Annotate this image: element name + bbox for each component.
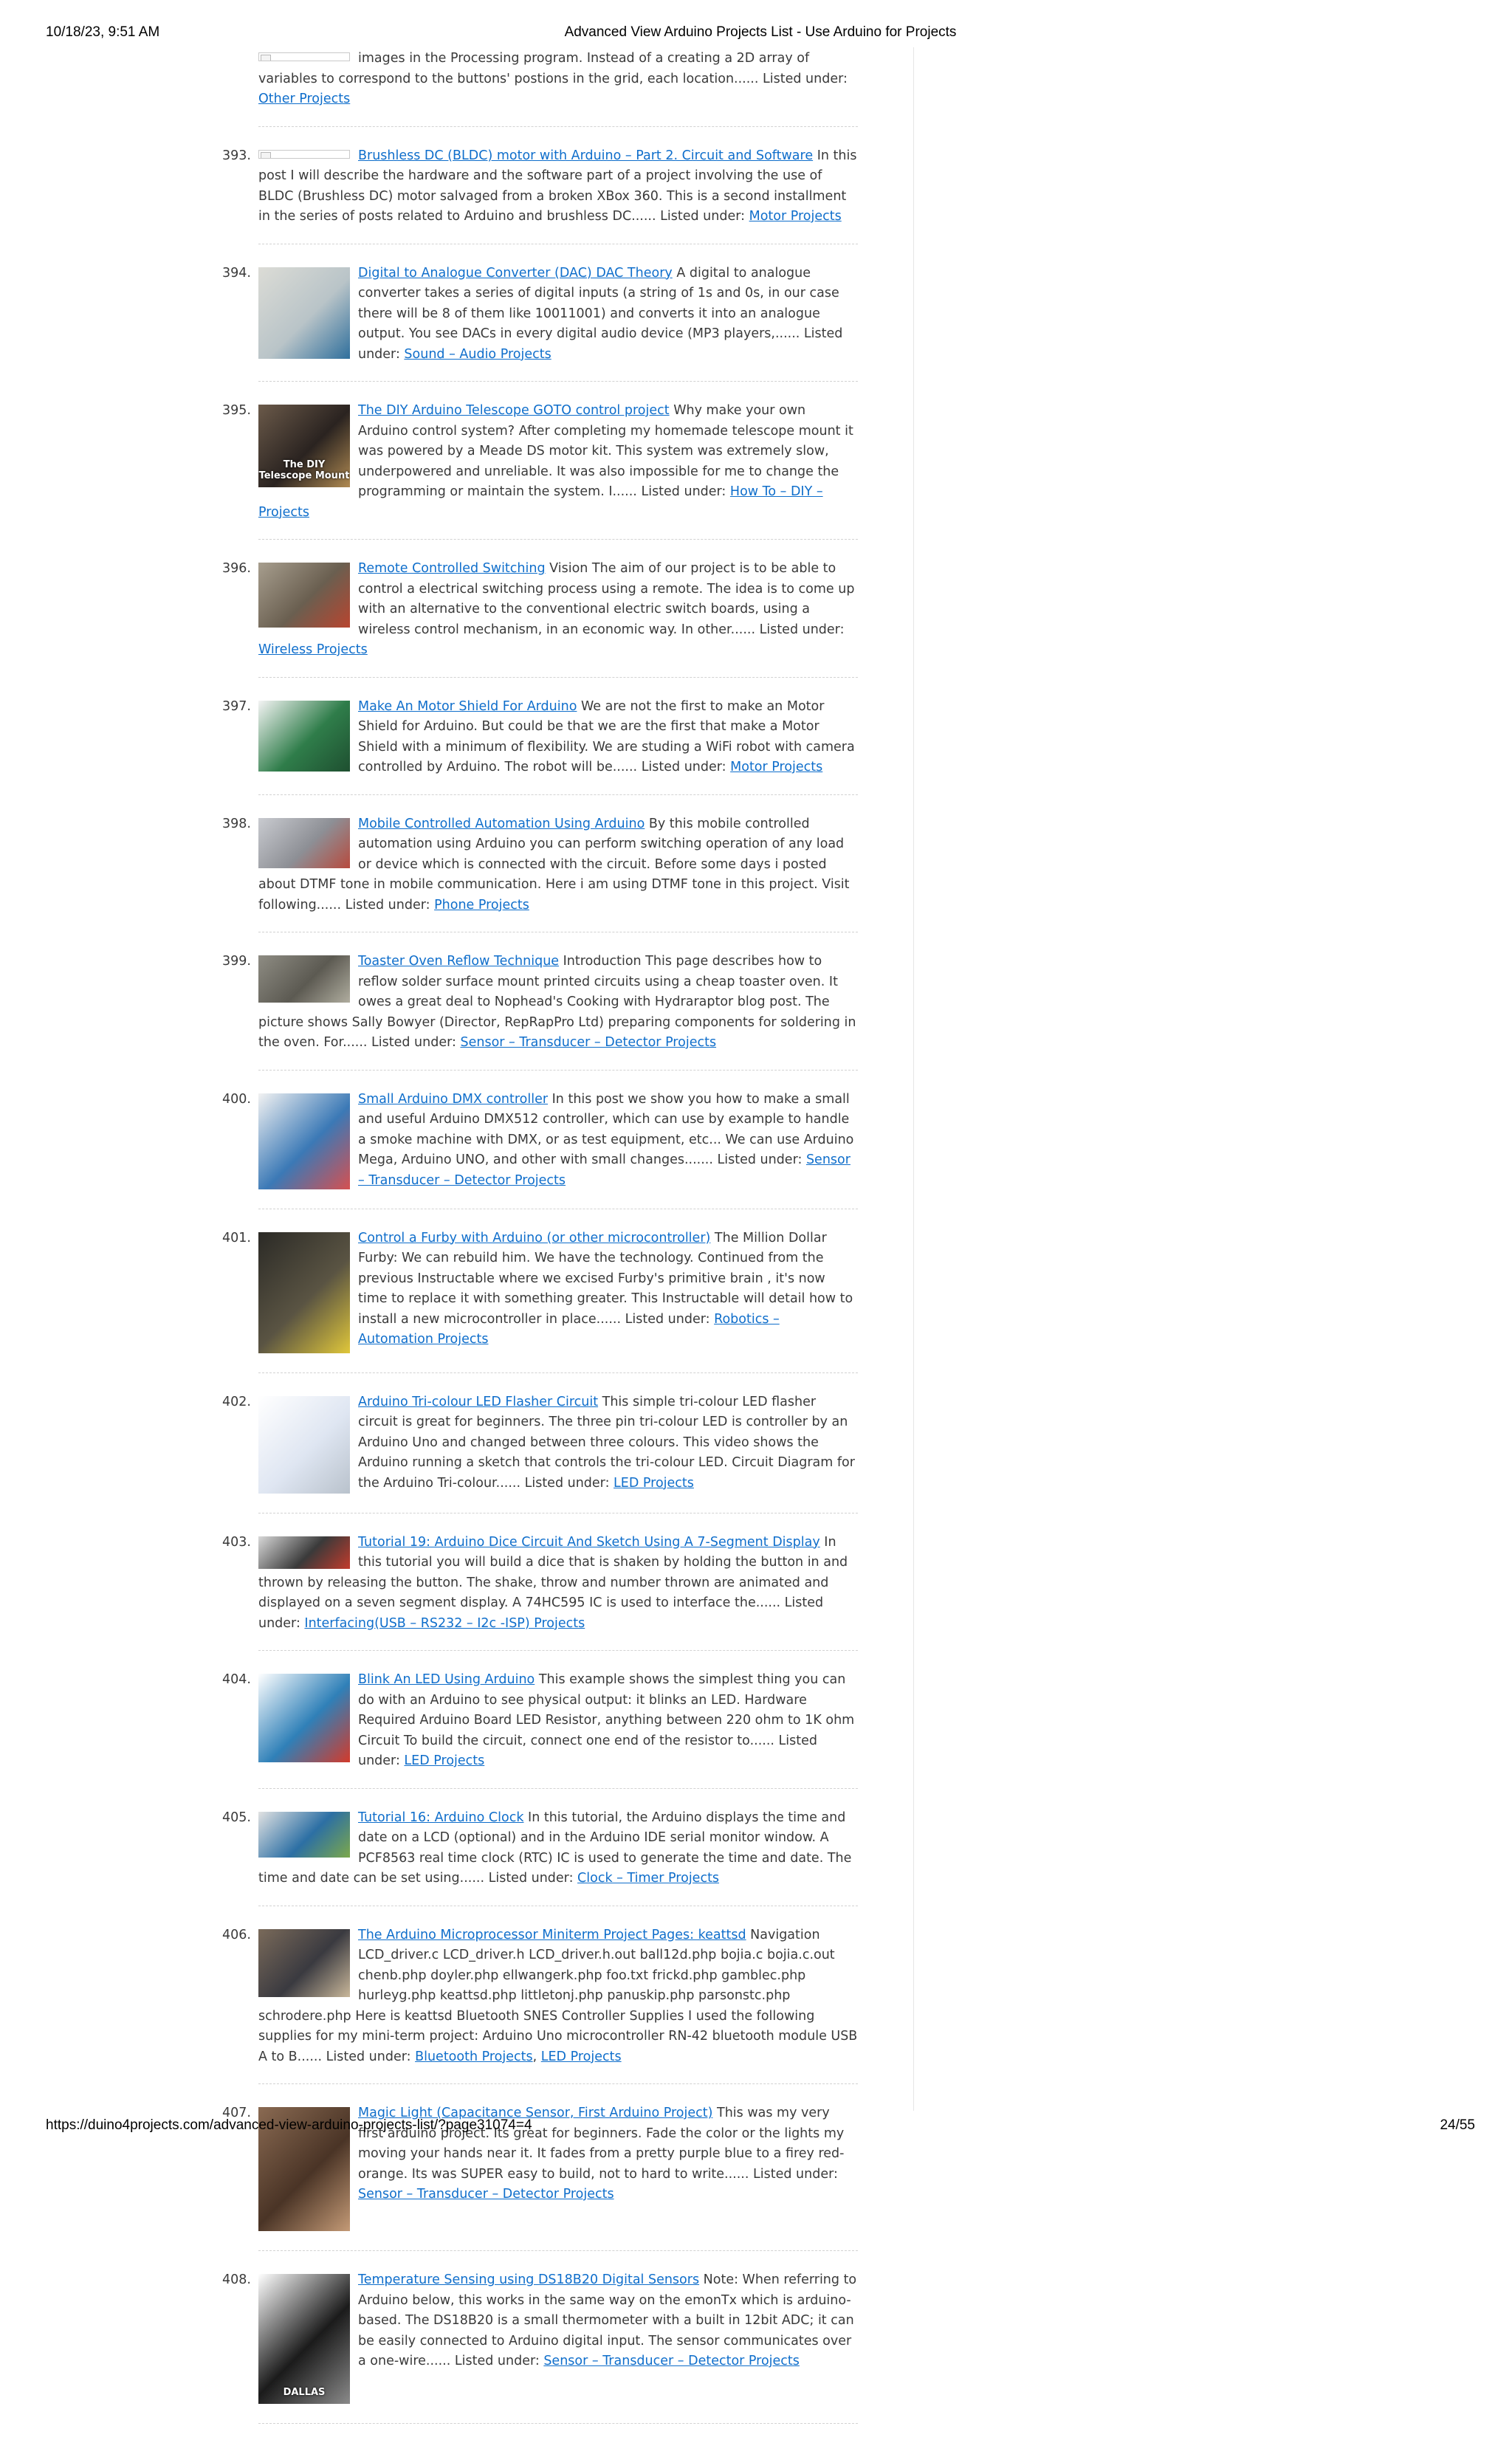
project-description: By this mobile controlled automation using Arduino you can perform switching operation of any load or device which is connected with the circuit. Before some days i posted about DTMF tone in mobile communication. Here i am using DTMF tone in this project. Visit following...... [258,816,850,913]
project-entry [222,1392,858,1513]
project-description: The Million Dollar Furby: We can rebuild him. We have the technology. Continued from the previous Instructable where we excised Furby's primitive brain , it's now time to replace it with something greater. This Instructable will detail how to install a new microcontroller in place...... [358,1230,853,1327]
category-link[interactable]: Robotics – Automation Projects [358,1311,780,1347]
entry-number: 405. [222,1810,251,1825]
print-page-number: 24/55 [1440,2117,1475,2133]
print-page-title: Advanced View Arduino Projects List - Use Arduino for Projects [564,24,957,40]
project-title-link[interactable]: Brushless DC (BLDC) motor with Arduino – Part 2. Circuit and Software [358,148,814,163]
entry-number: 396. [222,561,251,576]
project-description: This simple tri-colour LED flasher circuit is great for beginners. The three pin tri-colour LED is controller by an Arduino Uno and changed between three colours. This video shows the Arduino running a sketch that controls the tri-colour LED. Circuit Diagram for the Arduino Tri-colour...... [358,1394,855,1491]
listed-under-label: Listed under: [371,1035,456,1050]
category-link[interactable]: Sensor – Transducer – Detector Projects [358,1152,850,1188]
project-title-link[interactable]: Toaster Oven Reflow Technique [358,954,560,969]
listed-under-label: Listed under: [358,326,843,362]
category-link[interactable]: Other Projects [258,92,351,106]
entry-number: 395. [222,403,251,418]
entry-number: 408. [222,2272,251,2287]
entry-number: 393. [222,148,251,163]
entry-number: 401. [222,1230,251,1245]
project-description: Note: When referring to Arduino below, this works in the same way on the emonTx which is arduino-based. The DS18B20 is a small thermometer with a built in 12bit ADC; it can be easily connected to Arduino digital input. The sensor communicates over a one-wire...... [358,2272,857,2368]
project-entry: 406. The Arduino Microprocessor Miniterm Project Pages: keattsd Navigation LCD_driver.c LCD_driver.h LCD_driver.h.out ball12d.php bojia.c bojia.c.out chenb.php doyler.php ellwangerk.php foo.txt frickd.php gamblec.php hurleyg.php keattsd.php littletonj.php panuskip.php parsonstc.php schrodere.php Here is keattsd Bluetooth SNES Controller Supplies I used the following supplies for my mini-term project: Arduino Uno microcontroller RN-42 bluetooth module USB A to B...... Listed under: Bluetooth Projects, LED Projects [258,1925,858,2085]
project-entry [222,2270,858,2424]
project-description: Navigation LCD_driver.c LCD_driver.h LCD_driver.h.out ball12d.php bojia.c bojia.c.out chenb.php doyler.php ellwangerk.php foo.txt frickd.php gamblec.php hurleyg.php keattsd.php littletonj.php panuskip.php parsonstc.php schrodere.php Here is keattsd Bluetooth SNES Controller Supplies I used the following supplies for my mini-term project: Arduino Uno microcontroller RN-42 bluetooth module USB A to B...... [258,1927,858,2064]
listed-under-label: Listed under: [524,1475,610,1491]
category-link[interactable]: Sensor – Transducer – Detector Projects [543,2354,800,2368]
project-entry [222,1090,858,1209]
project-description: This example shows the simplest thing you can do with an Arduino to see physical output: it blinks an LED. Hardware Required Arduino Board LED Resistor, anything between 220 ohm to 1K ohm Circuit To build the circuit, connect one end of the resistor to...... [358,1672,855,1748]
project-thumbnail[interactable] [258,1093,350,1189]
project-thumbnail[interactable] [258,405,350,487]
listed-under-label: Listed under: [641,484,726,499]
project-thumbnail[interactable] [258,818,350,868]
project-description: We are not the first to make an Motor Shield for Arduino. But could be that we are the first that make a Motor Shield with a minimum of flexibility. We are studing a WiFi robot with camera controlled by Arduino. The robot will be...... [358,698,855,774]
content-divider [913,47,914,2111]
listed-under-label: Listed under: [488,1871,574,1886]
project-title-link[interactable]: Temperature Sensing using DS18B20 Digital Sensors [358,2272,700,2287]
project-thumbnail[interactable] [258,1536,350,1569]
project-thumbnail[interactable] [258,701,350,772]
project-description: This was my very first arduino project. Its great for beginners. Fade the color or the lights my moving your hands near it. It fades from a pretty purple blue to a firey red-orange. Its was SUPER easy to build, not to hard to write...... [358,2106,845,2182]
project-title-link[interactable]: The DIY Arduino Telescope GOTO control project [358,403,670,418]
project-thumbnail[interactable] [258,1812,350,1858]
print-date: 10/18/23, 9:51 AM [46,24,160,40]
project-entry [222,1670,858,1789]
category-link[interactable]: Sound – Audio Projects [404,346,551,362]
project-thumbnail[interactable] [258,150,350,159]
project-title-link[interactable]: Remote Controlled Switching [358,561,546,576]
project-thumbnail[interactable] [258,1232,350,1353]
project-description: Why make your own Arduino control system? After completing my homemade telescope mount it was powered by a Meade DS motor kit. This system was extremely slow, underpowered and unreliable. It was also impossible for me to change the programming or maintain the system. I...... [358,403,853,499]
project-entry [222,1533,858,1652]
entry-number: 394. [222,265,251,281]
project-description: Introduction This page describes how to reflow solder surface mount printed circuits using a cheap toaster oven. It owes a great deal to Nophead's Cooking with Hydraraptor blog post. The picture shows Sally Bowyer (Director, RepRapPro Ltd) preparing components for soldering in the oven. For...... [258,954,856,1050]
entry-number: 403. [222,1534,251,1550]
entry-number: 407. [222,2106,251,2120]
thumbnail-caption: The DIY Telescope Mount [258,459,350,481]
project-title-link[interactable]: Arduino Tri-colour LED Flasher Circuit [358,1394,599,1409]
entry-number: 399. [222,954,251,969]
project-description: images in the Processing program. Instead of a creating a 2D array of variables to correspond to the buttons' postions in the grid, each location...... [258,51,810,86]
project-entry [222,1808,858,1906]
project-description: In this post I will describe the hardware and the software part of a project involving the use of BLDC (Brushless DC) motor salvaged from a broken XBox 360. This is a second installment in the series of posts related to Arduino and brushless DC...... [258,148,857,224]
project-description: In this post we show you how to make a small and useful Arduino DMX512 controller, which can use by example to handle a smoke machine with DMX, or as test equipment, etc... We can use Arduino Mega, Arduino UNO, and other with small changes....... [358,1091,854,1167]
category-link[interactable]: Bluetooth Projects [415,2049,533,2064]
project-entry [222,401,858,540]
entry-number: 400. [222,1091,251,1107]
project-title-link[interactable]: The Arduino Microprocessor Miniterm Project Pages: keattsd [358,1927,746,1942]
category-link[interactable]: Interfacing(USB – RS232 – I2c -ISP) Projects [304,1615,585,1631]
project-thumbnail[interactable] [258,563,350,628]
project-description: In this tutorial you will build a dice that is shaken by holding the button in and thrown by releasing the button. The shake, throw and number thrown are animated and displayed on a seven segment display. A 74HC595 IC is used to interface the...... [258,1534,848,1610]
category-link[interactable]: Sensor – Transducer – Detector Projects [460,1035,717,1050]
listed-under-label: Listed under: [345,897,430,913]
entry-number: 406. [222,1927,251,1942]
listed-under-label: Listed under: [358,1733,817,1768]
project-description: A digital to analogue converter takes a series of digital inputs (a string of 1s and 0s, in our case there will be 8 of them like 10011001) and converts it into an analogue output. You see DACs in every digital audio device (MP3 players,...... [358,265,839,341]
category-link[interactable]: Clock – Timer Projects [577,1871,720,1886]
project-title-link[interactable]: Small Arduino DMX controller [358,1091,549,1107]
project-title-link[interactable]: Blink An LED Using Arduino [358,1672,535,1687]
project-title-link[interactable]: Tutorial 16: Arduino Clock [358,1810,524,1825]
project-title-link[interactable]: Magic Light (Capacitance Sensor, First Arduino Project) [358,2106,713,2120]
project-title-link[interactable]: Control a Furby with Arduino (or other microcontroller) [358,1230,711,1245]
project-title-link[interactable]: Mobile Controlled Automation Using Arduino [358,816,645,831]
project-thumbnail[interactable] [258,267,350,359]
project-thumbnail[interactable] [258,2274,350,2404]
category-link[interactable]: LED Projects [614,1475,694,1491]
project-entry [258,49,858,127]
category-link[interactable]: Motor Projects [749,209,842,224]
project-thumbnail[interactable] [258,1674,350,1762]
project-title-link[interactable]: Make An Motor Shield For Arduino [358,698,577,714]
listed-under-label: Listed under: [753,2166,838,2182]
listed-under-label: Listed under: [326,2049,411,2064]
entry-number: 398. [222,816,251,831]
category-link[interactable]: How To – DIY – Projects [258,484,823,520]
category-link[interactable]: Sensor – Transducer – Detector Projects [358,2187,614,2202]
listed-under-label: Listed under: [641,760,726,774]
listed-under-label: Listed under: [763,71,848,86]
print-url: https://duino4projects.com/advanced-view-arduino-projects-list/?page31074=4 [46,2117,532,2133]
listed-under-label: Listed under: [759,622,845,637]
project-thumbnail[interactable] [258,1929,350,1997]
category-link[interactable]: LED Projects [540,2049,622,2064]
project-title-link[interactable]: Digital to Analogue Converter (DAC) DAC Theory [358,265,673,281]
project-entry [222,697,858,795]
project-list [222,49,858,2443]
entry-number: 404. [222,1672,251,1687]
project-entry [222,814,858,933]
project-entry [222,264,858,382]
category-link[interactable]: Wireless Projects [258,642,368,657]
category-link[interactable]: Motor Projects [730,760,823,774]
listed-under-label: Listed under: [660,209,746,224]
category-link[interactable]: LED Projects [404,1753,485,1768]
project-description: Vision The aim of our project is to be able to control a electrical switching process using a remote. The idea is to come up with an alternative to the conventional electric switch boards, using a wireless control mechanism, in an economic way. In other...... [358,561,855,637]
project-thumbnail[interactable] [258,52,350,61]
project-entry [222,1229,858,1373]
thumbnail-caption: DALLAS [283,2387,326,2398]
entry-number: 402. [222,1394,251,1409]
project-thumbnail[interactable] [258,1396,350,1494]
print-footer [46,2117,1475,2138]
listed-under-label: Listed under: [625,1311,710,1327]
project-thumbnail[interactable] [258,955,350,1003]
project-description: In this tutorial, the Arduino displays the time and date on a LCD (optional) and in the Arduino IDE serial monitor window. A PCF8563 real time clock (RTC) IC is used to generate the time and date. The time and date can be set using...... [258,1810,852,1886]
category-link[interactable]: Phone Projects [434,897,529,913]
entry-number: 397. [222,698,251,714]
print-header [46,24,1475,47]
listed-under-label: Listed under: [258,1595,824,1631]
project-title-link[interactable]: Tutorial 19: Arduino Dice Circuit And Sketch Using A 7-Segment Display [358,1534,820,1550]
listed-under-label: Listed under: [454,2354,540,2368]
project-entry [222,952,858,1071]
project-entry [222,559,858,678]
project-entry [222,146,858,244]
listed-under-label: Listed under: [717,1152,803,1167]
